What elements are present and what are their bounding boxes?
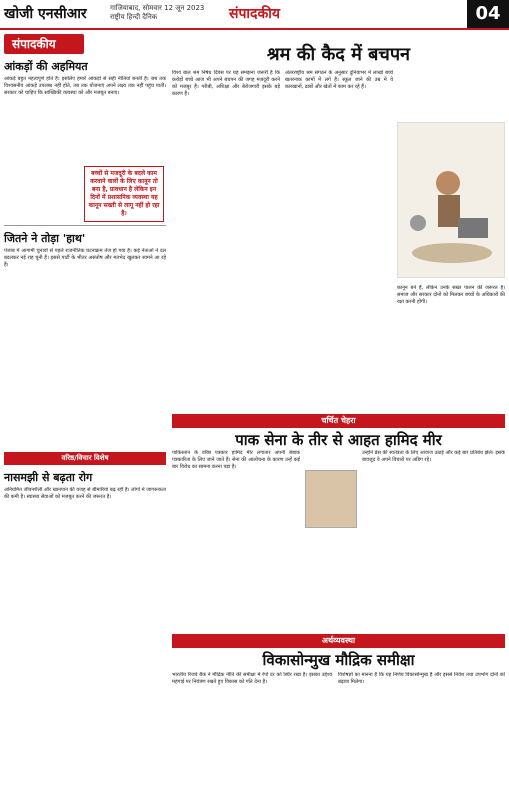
hamid-mir-text-2: उन्होंने प्रेस की स्वतंत्रता के लिए आवाज उठाई और कई बार प्रतिबंध झेले। इसके बावजूद वे अपने विचारों पर अडिग रहे। [362, 450, 505, 463]
main-article [172, 34, 505, 72]
monetary-review-headline: विकासोन्मुख मौद्रिक समीक्षा [262, 651, 415, 669]
portrait-photo [305, 470, 357, 528]
editorial-text-2: पंजाब में आगामी चुनावों से पहले राजनीतिक घटनाक्रम तेज हो गया है। कई नेताओं ने दल बदलकर नई राह चुनी है। इससे पार्टी के भीतर असंतोष और मतभेद खुलकर सामने आ रहे हैं। [4, 248, 166, 268]
main-article-text-2: अंतरराष्ट्रीय श्रम संगठन के अनुसार दुनियाभर में लाखों बच्चे खतरनाक कामों में लगे हैं। स्कूल जाने की उम्र में वे कारखानों, ढाबों और खेतों में काम कर रहे हैं। [285, 70, 393, 90]
masthead-subtitle: राष्ट्रीय हिन्दी दैनिक [110, 13, 158, 21]
editorial-tag: संपादकीय [4, 34, 84, 54]
featured-face-band: चर्चित चेहरा [172, 414, 505, 428]
masthead-date: गाजियाबाद, सोमवार 12 जून 2023 [110, 4, 205, 12]
hamid-mir-headline: पाक सेना के तीर से आहत हामिद मीर [235, 431, 442, 449]
editorial-headline-3: नासमझी से बढ़ता रोग [4, 471, 93, 484]
pull-quote: बच्चों से मजदूरी के बदले काम करवाने वालों के लिए कानून तो बना है, प्रावधान है लेकिन इन दिनों में प्रशासनिक व्यवस्था यह कानून सख्ती से लागू नहीं हो रहा है। [84, 166, 164, 222]
child-labour-illustration [397, 122, 505, 278]
editorial-headline-1: आंकड़ों की अहमियत [4, 60, 88, 73]
masthead [0, 0, 509, 30]
main-article-text-3: कानून बने हैं, लेकिन उनके सख्त पालन की जरूरत है। समाज और सरकार दोनों को मिलकर बच्चों के अधिकारों की रक्षा करनी होगी। [397, 285, 505, 305]
editorial-text-3: अनियमित जीवनशैली और खानपान की वजह से बीमारियां बढ़ रही हैं। लोगों में जागरूकता की कमी है। स्वास्थ्य सेवाओं को मजबूत करने की जरूरत है। [4, 487, 166, 500]
main-headline: श्रम की कैद में बचपन [266, 44, 411, 65]
divider [4, 225, 166, 226]
editorial-headline-2: जितने ने तोड़ा 'हाथ' [4, 232, 86, 245]
main-article-text-1: विश्व बाल श्रम निषेध दिवस पर यह समझना जरूरी है कि करोड़ों बच्चे आज भी अपने बचपन की जगह मजदूरी करने को मजबूर हैं। गरीबी, अशिक्षा और बेरोजगारी इसके बड़े कारण हैं। [172, 70, 280, 97]
hamid-mir-text-1: पाकिस्तान के वरिष्ठ पत्रकार हामिद मीर लगातार अपनी बेबाक पत्रकारिता के लिए जाने जाते हैं। सेना की आलोचना के कारण उन्हें कई बार विरोध का सामना करना पड़ा है। [172, 450, 300, 470]
economy-band: अर्थव्यवस्था [172, 634, 505, 648]
monetary-text-2: विशेषज्ञों का मानना है कि यह निर्णय विकासोन्मुख है और इससे निवेश तथा उपभोग दोनों को बढ़ावा मिलेगा। [338, 672, 505, 685]
editorial-text-1: आंकड़े बहुत महत्वपूर्ण होते हैं। इसलिए हमारे आंकड़ों से सही नीतियां बनती हैं। जब तक विश्वसनीय आंकड़े उपलब्ध नहीं होते, तब तक योजनाएं अपने लक्ष्य तक नहीं पहुंच पातीं। सरकार को चाहिए कि सांख्यिकी व्यवस्था को और मजबूत बनाए। [4, 76, 166, 96]
page-number: 04 [467, 0, 509, 28]
monetary-text-1: भारतीय रिजर्व बैंक ने मौद्रिक नीति की समीक्षा में रेपो दर को स्थिर रखा है। इसका उद्देश्य महंगाई पर नियंत्रण रखते हुए विकास को गति देना है। [172, 672, 332, 685]
opinion-tag: वरिष्ठ/विचार विशेष [4, 452, 166, 465]
section-title: संपादकीय [229, 6, 280, 22]
brand-title: खोजी एनसीआर [4, 6, 87, 22]
illustration-icon [398, 123, 506, 279]
editorial-column [4, 34, 166, 794]
